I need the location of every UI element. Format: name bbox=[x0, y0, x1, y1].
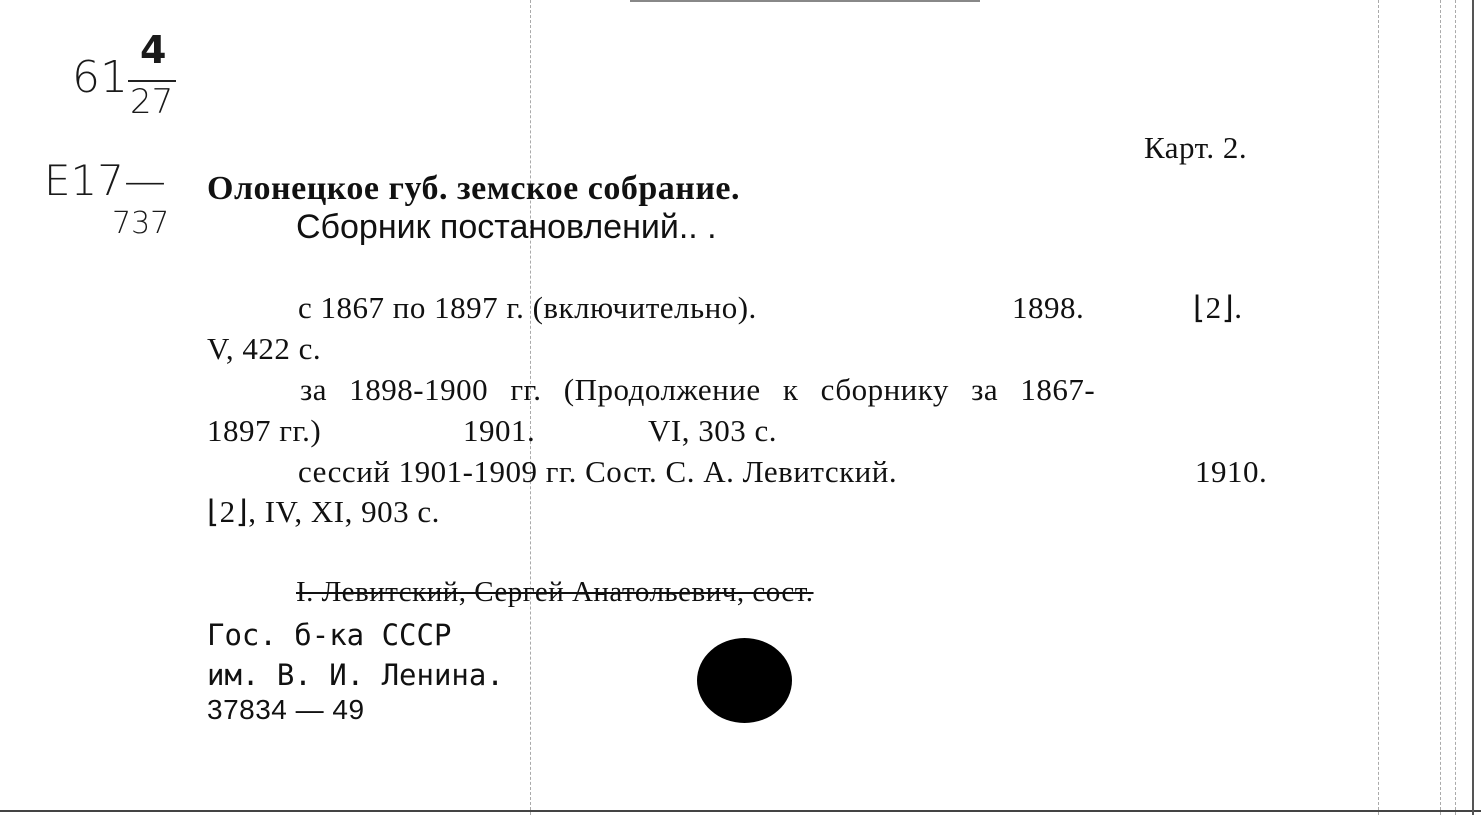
author-heading: Олонецкое губ. земское собрание. bbox=[207, 170, 741, 207]
scan-line bbox=[1455, 0, 1456, 815]
handwritten-fraction-top: 4 bbox=[140, 28, 167, 72]
entry-1-text: с 1867 по 1897 г. (включительно). bbox=[298, 290, 757, 325]
entry-2-year: 1901. bbox=[463, 413, 536, 448]
card-bottom-edge bbox=[0, 810, 1481, 812]
entry-2-continuation: 1897 гг.) bbox=[207, 413, 322, 448]
punch-hole bbox=[697, 638, 792, 723]
handwritten-number: 61 bbox=[72, 52, 128, 103]
card-number: Карт. 2. bbox=[1144, 130, 1248, 165]
title-line: Сборник постановлений.. . bbox=[296, 208, 717, 246]
entry-1-pages: ⌊2⌋. bbox=[1193, 290, 1243, 325]
scan-line bbox=[1378, 0, 1379, 815]
entry-3-text: сессий 1901-1909 гг. Сост. С. А. Левитский. bbox=[298, 454, 898, 489]
card-top-edge bbox=[630, 0, 980, 2]
added-entry: I. Левитский, Сергей Анатольевич, сост. bbox=[296, 576, 814, 608]
card-right-edge bbox=[1472, 0, 1474, 815]
entry-2-pages: VI, 303 с. bbox=[648, 413, 777, 448]
entry-3-continuation: ⌊2⌋, IV, XI, 903 с. bbox=[207, 494, 440, 529]
handwritten-fraction-bottom: 27 bbox=[130, 82, 174, 122]
handwritten-call-number-top: E17— bbox=[44, 156, 166, 205]
library-stamp-line-1: Гос. б-ка СССР bbox=[207, 618, 452, 652]
entry-1-continuation: V, 422 с. bbox=[207, 331, 322, 366]
entry-3-year: 1910. bbox=[1195, 454, 1268, 489]
library-stamp-line-2: им. В. И. Ленина. bbox=[207, 658, 504, 692]
entry-1-year: 1898. bbox=[1012, 290, 1085, 325]
entry-2-text: за 1898-1900 гг. (Продолжение к сборнику за 1867- bbox=[300, 372, 1096, 407]
scan-line bbox=[1440, 0, 1441, 815]
handwritten-call-number-bottom: 737 bbox=[112, 206, 170, 241]
library-stamp-line-3: 37834 — 49 bbox=[207, 694, 365, 725]
